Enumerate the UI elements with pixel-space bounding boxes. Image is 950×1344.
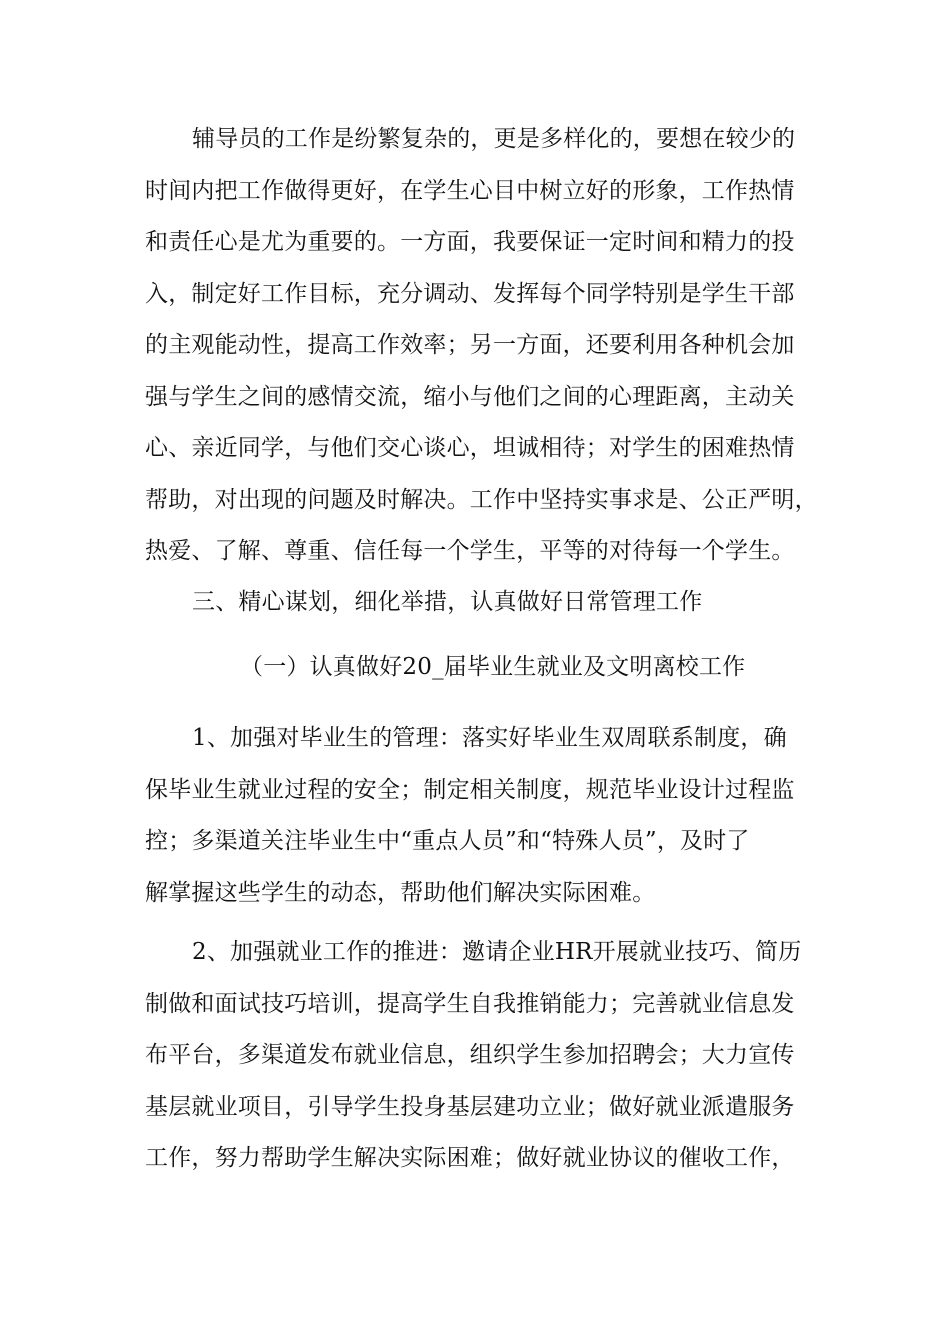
paragraph-line: 时间内把工作做得更好，在学生心目中树立好的形象，工作热情 [145, 177, 795, 204]
paragraph-line: 制做和面试技巧培训，提高学生自我推销能力；完善就业信息发 [145, 990, 795, 1017]
paragraph-line: 心、亲近同学，与他们交心谈心，坦诚相待；对学生的困难热情 [145, 435, 795, 461]
body-paragraph-item-2 [145, 927, 825, 1185]
paragraph-line: 强与学生之间的感情交流，缩小与他们之间的心理距离，主动关 [145, 383, 795, 410]
paragraph-line: 帮助，对出现的问题及时解决。工作中坚持实事求是、公正严明， [145, 486, 818, 513]
paragraph-line: 和责任心是尤为重要的。一方面，我要保证一定时间和精力的投 [145, 229, 795, 255]
paragraph-line: 控；多渠道关注毕业生中“重点人员”和“特殊人员”，及时了 [145, 828, 750, 854]
paragraph-line: 布平台，多渠道发布就业信息，组织学生参加招聘会；大力宣传 [145, 1042, 795, 1068]
paragraph-line: 1、加强对毕业生的管理：落实好毕业生双周联系制度，确 [192, 725, 787, 751]
paragraph-line: 基层就业项目，引导学生投身基层建功立业；做好就业派遣服务 [145, 1093, 795, 1120]
paragraph-line: 的主观能动性，提高工作效率；另一方面，还要利用各种机会加 [145, 332, 795, 358]
heading-line: （一）认真做好20_届毕业生就业及文明离校工作 [240, 654, 746, 680]
paragraph-line: 解掌握这些学生的动态，帮助他们解决实际困难。 [145, 879, 656, 906]
section-heading-three [145, 577, 825, 629]
paragraph-line: 热爱、了解、尊重、信任每一个学生，平等的对待每一个学生。 [145, 538, 795, 564]
body-paragraph-item-1 [145, 713, 825, 919]
heading-line: 三、精心谋划，细化举措，认真做好日常管理工作 [192, 589, 703, 615]
paragraph-line: 工作，努力帮助学生解决实际困难；做好就业协议的催收工作， [145, 1145, 795, 1171]
paragraph-line: 保毕业生就业过程的安全；制定相关制度，规范毕业设计过程监 [145, 776, 795, 803]
paragraph-line: 入，制定好工作目标，充分调动、发挥每个同学特别是学生干部 [145, 280, 795, 307]
paragraph-line: 2、加强就业工作的推进：邀请企业HR开展就业技巧、简历 [192, 939, 802, 965]
body-paragraph-counselor-work [145, 114, 825, 578]
paragraph-line: 辅导员的工作是纷繁复杂的，更是多样化的，要想在较少的 [192, 126, 796, 152]
subsection-heading-one [145, 642, 825, 694]
